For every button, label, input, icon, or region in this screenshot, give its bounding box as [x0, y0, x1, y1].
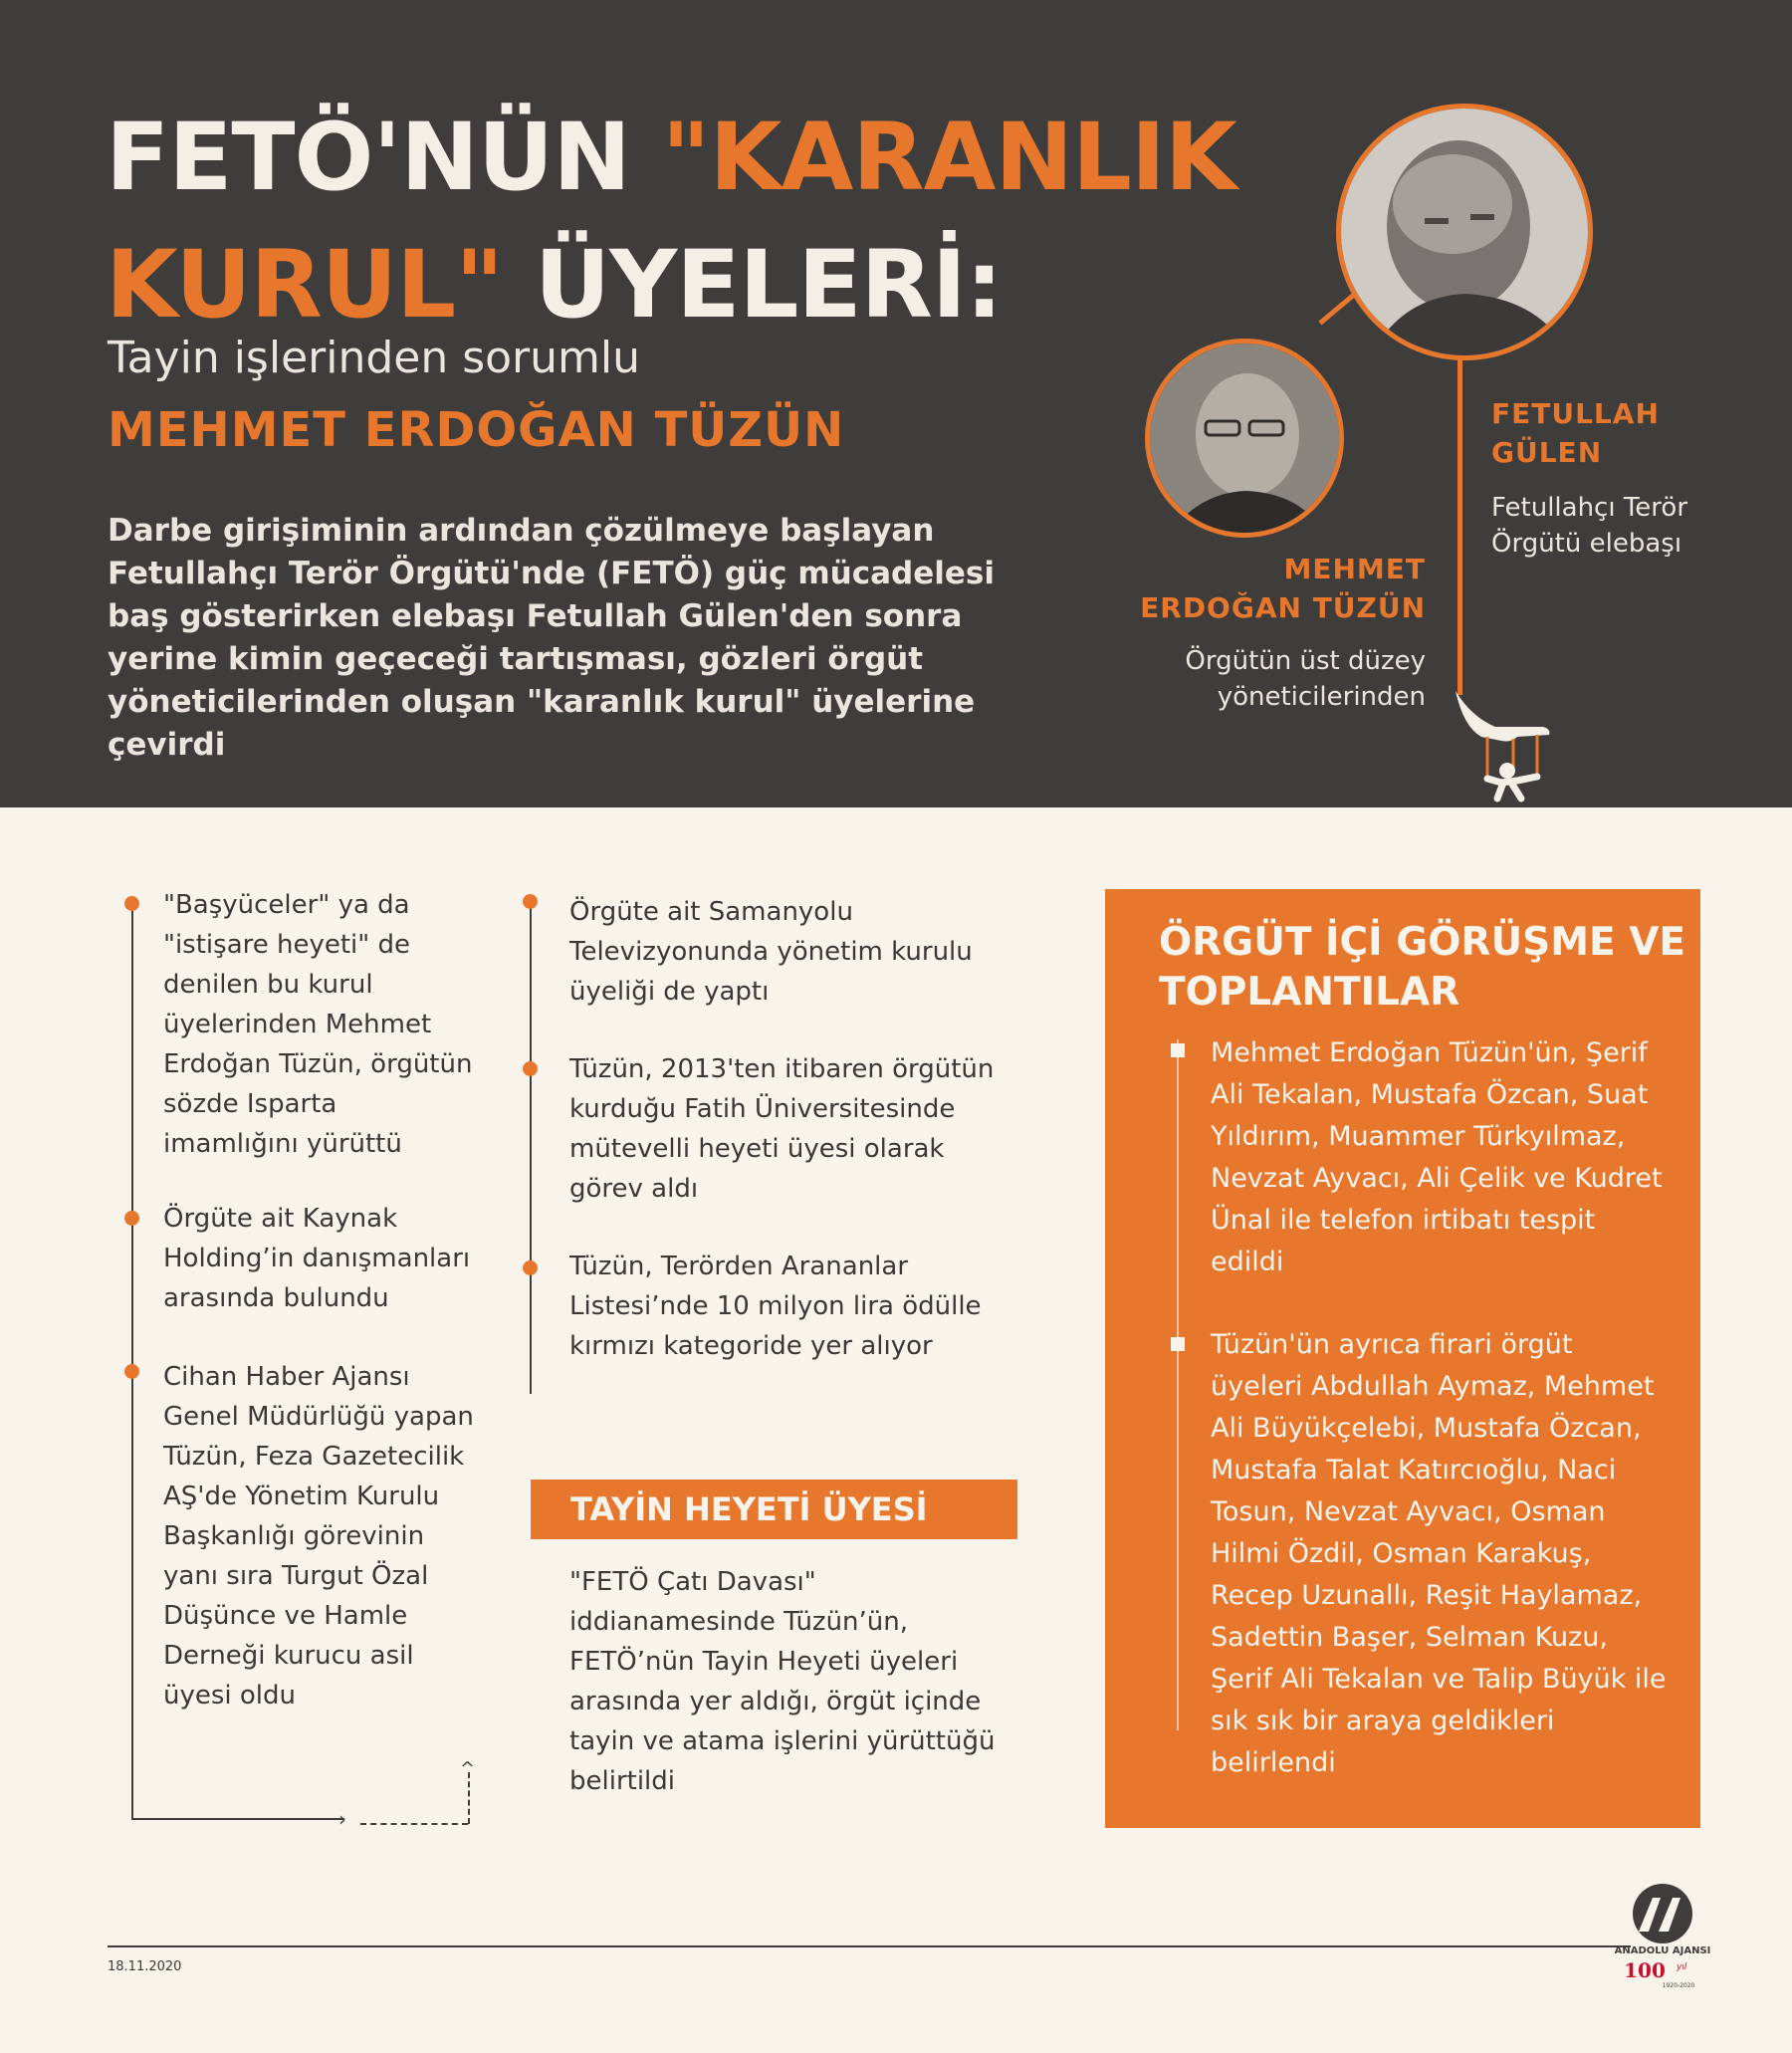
puppet-string-line — [1457, 356, 1462, 695]
anniversary-suffix: yıl — [1677, 1962, 1687, 1972]
square-bullet-icon — [1171, 1043, 1185, 1057]
dashed-connector — [360, 1823, 468, 1825]
arrow-right-icon: › — [338, 1807, 346, 1831]
arrow-up-icon: ^ — [460, 1758, 476, 1779]
timeline-dot — [523, 1260, 538, 1275]
timeline-item: Örgüte ait Kaynak Holding’in danışmanları arasında bulundu — [163, 1204, 471, 1313]
timeline-left-line — [131, 902, 133, 1818]
intro-description: Darbe girişiminin ardından çözülmeye başlayan Fetullahçı Terör Örgütü'nde (FETÖ) güç mücadelesi baş gösterirken elebaşı Fetullah Gülen'den sonra yerine kimin geçeceği tartışması, gözleri örgüt yöneticilerinden oluşan "karanlık kurul" üyelerine çevirdi — [108, 513, 995, 763]
timeline-dot — [124, 1364, 139, 1379]
anniversary-number: 100 — [1624, 1958, 1666, 1982]
page-title: FETÖ'NÜN "KARANLIK KURUL" ÜYELERİ: — [106, 104, 1236, 340]
tayin-title: TAYİN HEYETİ ÜYESİ — [570, 1490, 928, 1528]
subject-name: MEHMET ERDOĞAN TÜZÜN — [108, 402, 845, 458]
anniversary-years: 1920-2020 — [1662, 1982, 1695, 1989]
timeline-item: Örgüte ait Samanyolu Televizyonunda yönetim kurulu üyeliği de yaptı — [569, 897, 973, 1007]
meetings-item: Tüzün'ün ayrıca firari örgüt üyeleri Abdullah Aymaz, Mehmet Ali Büyükçelebi, Mustafa Özcan, Mustafa Talat Katırcıoğlu, Naci Tosun, Nevzat Ayvacı, Osman Hilmi Özdil, Osman Karakuş, Recep Uzunallı, Reşit Haylamaz, Sadettin Başer, Selman Kuzu, Şerif Ali Tekalan ve Talip Büyük ile sık sık bir araya geldikleri belirlendi — [1211, 1329, 1667, 1778]
footer-line — [108, 1945, 1631, 1947]
puppet-hand-icon — [1452, 687, 1561, 806]
timeline-dot — [523, 1061, 538, 1076]
square-bullet-icon — [1171, 1337, 1185, 1351]
timeline-bottom-line — [131, 1818, 344, 1820]
subtitle: Tayin işlerinden sorumlu — [108, 333, 641, 383]
timeline-item: Tüzün, 2013'ten itibaren örgütün kurduğu Fatih Üniversitesinde mütevelli heyeti üyesi olarak görev aldı — [569, 1054, 995, 1204]
meetings-title: ÖRGÜT İÇİ GÖRÜŞME VE TOPLANTILAR — [1159, 920, 1686, 1015]
timeline-item: Cihan Haber Ajansı Genel Müdürlüğü yapan Tüzün, Feza Gazetecilik AŞ'de Yönetim Kurulu Başkanlığı görevinin yanı sıra Turgut Özal Düşünce ve Hamle Derneği kurucu asil üyesi oldu — [163, 1362, 474, 1711]
timeline-dot — [124, 1211, 139, 1226]
timeline-item: Tüzün, Terörden Arananlar Listesi’nde 10 milyon lira ödülle kırmızı kategoride yer alıyor — [569, 1252, 982, 1361]
publish-date: 18.11.2020 — [108, 1959, 182, 1974]
timeline-right-line — [530, 902, 532, 1394]
tayin-text: "FETÖ Çatı Davası" iddianamesinde Tüzün’ün, FETÖ’nün Tayin Heyeti üyeleri arasında yer aldığı, örgüt içinde tayin ve atama işlerini yürüttüğü belirtildi — [569, 1567, 996, 1796]
tuzun-role: Örgütün üst düzey yöneticilerinden — [1185, 646, 1426, 712]
gulen-role: Fetullahçı Terör Örgütü elebaşı — [1491, 493, 1688, 559]
aa-logo-text: ANADOLU AJANSI — [1615, 1945, 1710, 1956]
aa-logo-icon — [1615, 1884, 1710, 1995]
tuzun-portrait — [1145, 339, 1344, 538]
gulen-portrait — [1336, 104, 1593, 360]
meetings-item: Mehmet Erdoğan Tüzün'ün, Şerif Ali Tekalan, Mustafa Özcan, Suat Yıldırım, Muammer Türkyılmaz, Nevzat Ayvacı, Ali Çelik ve Kudret Ünal ile telefon irtibatı tespit edildi — [1211, 1037, 1663, 1277]
dashed-connector-vertical — [468, 1772, 470, 1824]
gulen-name: FETULLAH GÜLEN — [1491, 397, 1660, 469]
timeline-dot — [523, 894, 538, 909]
timeline-item: "Başyüceler" ya da "istişare heyeti" de denilen bu kurul üyelerinden Mehmet Erdoğan Tüzün, örgütün sözde Isparta imamlığını yürüttü — [163, 890, 473, 1159]
timeline-dot — [124, 896, 139, 911]
tuzun-name: MEHMET ERDOĞAN TÜZÜN — [1140, 553, 1426, 624]
panel-timeline-line — [1177, 1039, 1179, 1730]
